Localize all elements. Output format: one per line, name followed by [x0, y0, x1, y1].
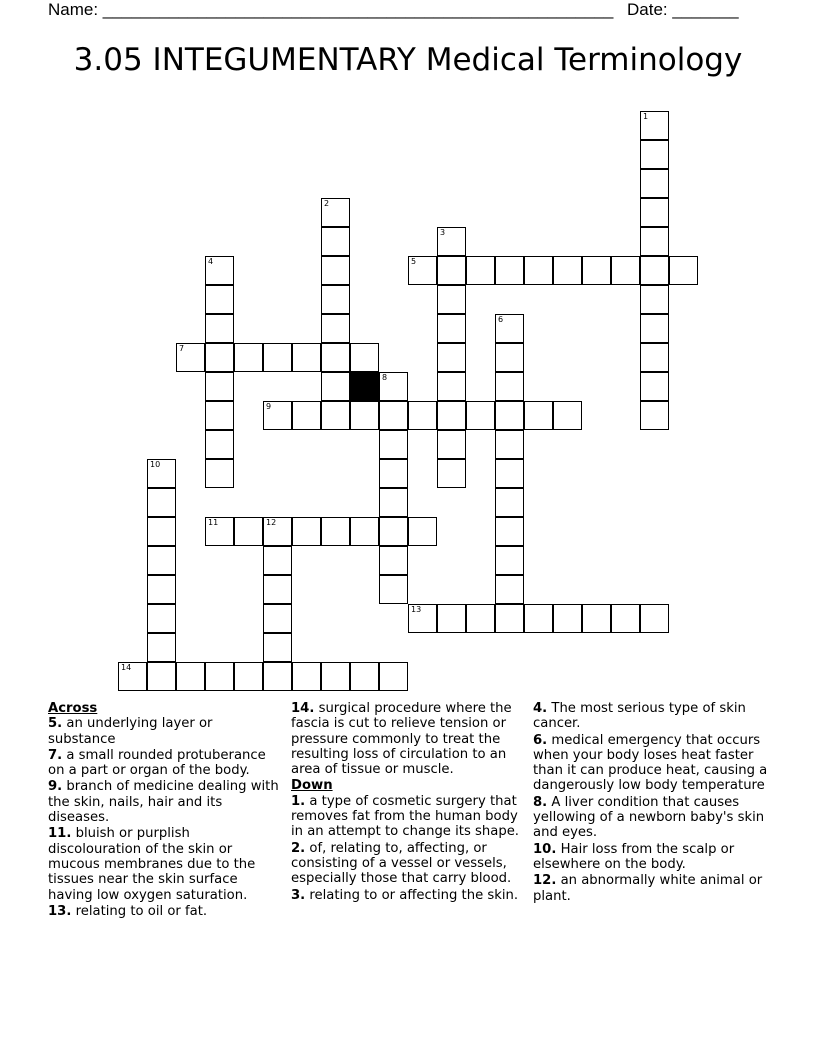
grid-cell[interactable] — [321, 285, 350, 314]
grid-cell[interactable] — [292, 343, 321, 372]
grid-cell[interactable] — [437, 401, 466, 430]
down-clue-10: 10. Hair loss from the scalp or elsewhere on the body. — [533, 841, 735, 872]
grid-cell[interactable] — [379, 372, 408, 401]
grid-cell[interactable] — [147, 662, 176, 691]
grid-cell[interactable] — [350, 517, 379, 546]
date-field-line: Date: _______ — [627, 0, 739, 19]
grid-cell[interactable] — [640, 343, 669, 372]
grid-cell[interactable] — [495, 546, 524, 575]
grid-cell[interactable] — [321, 401, 350, 430]
grid-cell[interactable] — [466, 604, 495, 633]
grid-cell[interactable] — [263, 343, 292, 372]
grid-cell[interactable] — [263, 401, 292, 430]
clue-number: 14 — [121, 663, 132, 672]
grid-cell[interactable] — [147, 517, 176, 546]
grid-cell[interactable] — [437, 372, 466, 401]
grid-cell[interactable] — [118, 662, 147, 691]
clue-number: 9 — [266, 402, 272, 411]
grid-cell[interactable] — [234, 662, 263, 691]
clue-number: 13 — [411, 605, 422, 614]
grid-cell[interactable] — [553, 256, 582, 285]
grid-cell[interactable] — [611, 256, 640, 285]
across-heading: Across — [48, 701, 98, 716]
grid-cell[interactable] — [437, 604, 466, 633]
grid-cell[interactable] — [640, 227, 669, 256]
grid-cell[interactable] — [205, 662, 234, 691]
grid-cell[interactable] — [611, 604, 640, 633]
grid-cell[interactable] — [205, 372, 234, 401]
grid-cell[interactable] — [495, 343, 524, 372]
grid-cell[interactable] — [408, 256, 437, 285]
grid-cell[interactable] — [205, 343, 234, 372]
clue-number: 7 — [179, 344, 185, 353]
grid-cell[interactable] — [408, 604, 437, 633]
down-clue-3: 3. relating to or affecting the skin. — [291, 887, 519, 903]
grid-cell[interactable] — [205, 517, 234, 546]
grid-cell[interactable] — [495, 575, 524, 604]
grid-cell[interactable] — [321, 227, 350, 256]
grid-cell[interactable] — [147, 546, 176, 575]
grid-cell[interactable] — [379, 575, 408, 604]
grid-cell[interactable] — [582, 604, 611, 633]
grid-cell[interactable] — [640, 169, 669, 198]
grid-cell[interactable] — [292, 401, 321, 430]
clue-number: 10 — [150, 460, 161, 469]
down-clue-12: 12. an abnormally white animal or plant. — [533, 873, 763, 904]
grid-cell[interactable] — [350, 662, 379, 691]
clue-number: 5 — [411, 257, 417, 266]
grid-cell[interactable] — [205, 285, 234, 314]
clues-column-1 — [48, 701, 280, 920]
grid-cell[interactable] — [582, 256, 611, 285]
grid-cell[interactable] — [640, 256, 669, 285]
grid-cell[interactable] — [263, 575, 292, 604]
grid-cell[interactable] — [234, 517, 263, 546]
clue-number: 3 — [440, 228, 446, 237]
grid-cell[interactable] — [379, 459, 408, 488]
grid-cell[interactable] — [147, 459, 176, 488]
grid-cell[interactable] — [524, 401, 553, 430]
clue-number: 1 — [643, 112, 649, 121]
grid-cell[interactable] — [495, 372, 524, 401]
grid-cell[interactable] — [495, 314, 524, 343]
grid-cell[interactable] — [437, 256, 466, 285]
clues-column-3 — [533, 701, 773, 905]
grid-cell[interactable] — [263, 604, 292, 633]
across-clue-11: 11. bluish or purplish discolouration of the skin or mucous membranes due to the tissues near the skin surface having low oxygen saturation. — [48, 826, 256, 903]
grid-cell[interactable] — [495, 256, 524, 285]
grid-cell[interactable] — [495, 517, 524, 546]
grid-cell[interactable] — [495, 604, 524, 633]
grid-cell[interactable] — [263, 662, 292, 691]
grid-cell[interactable] — [495, 459, 524, 488]
clue-number: 4 — [208, 257, 214, 266]
grid-cell[interactable] — [263, 517, 292, 546]
grid-cell[interactable] — [437, 285, 466, 314]
grid-cell[interactable] — [495, 401, 524, 430]
grid-cell[interactable] — [176, 662, 205, 691]
across-clue-7: 7. a small rounded protuberance on a part or organ of the body. — [48, 747, 266, 779]
across-clue-13: 13. relating to oil or fat. — [48, 903, 208, 919]
grid-cell[interactable] — [408, 517, 437, 546]
grid-cell[interactable] — [640, 604, 669, 633]
grid-cell[interactable] — [379, 488, 408, 517]
grid-cell[interactable] — [321, 198, 350, 227]
across-clue-14: 14. surgical procedure where the fascia is cut to relieve tension or pressure commonly to treat the resulting loss of circulation to an area of tissue or muscle. — [291, 701, 512, 778]
grid-cell[interactable] — [524, 256, 553, 285]
grid-cell[interactable] — [263, 546, 292, 575]
grid-cell[interactable] — [321, 517, 350, 546]
grid-cell[interactable] — [437, 343, 466, 372]
grid-cell[interactable] — [379, 546, 408, 575]
grid-cell[interactable] — [379, 401, 408, 430]
grid-cell[interactable] — [379, 430, 408, 459]
grid-cell[interactable] — [205, 459, 234, 488]
grid-cell[interactable] — [205, 314, 234, 343]
grid-cell[interactable] — [321, 314, 350, 343]
grid-cell[interactable] — [321, 343, 350, 372]
grid-cell[interactable] — [669, 256, 698, 285]
down-clue-6: 6. medical emergency that occurs when your body loses heat faster than it can produce heat, causing a dangerously low body temperature — [533, 732, 768, 794]
grid-cell[interactable] — [466, 256, 495, 285]
grid-cell[interactable] — [147, 604, 176, 633]
grid-cell[interactable] — [640, 285, 669, 314]
clue-number: 2 — [324, 199, 330, 208]
grid-cell[interactable] — [292, 662, 321, 691]
clues-column-2 — [291, 701, 527, 904]
grid-cell[interactable] — [640, 372, 669, 401]
grid-cell[interactable] — [176, 343, 205, 372]
grid-cell[interactable] — [321, 372, 350, 401]
grid-cell[interactable] — [147, 488, 176, 517]
down-clue-1: 1. a type of cosmetic surgery that removes fat from the human body in an attempt to change its shape. — [291, 793, 519, 840]
grid-cell[interactable] — [524, 604, 553, 633]
grid-cell[interactable] — [263, 633, 292, 662]
clue-number: 6 — [498, 315, 504, 324]
grid-cell[interactable] — [147, 575, 176, 604]
grid-cell[interactable] — [408, 401, 437, 430]
grid-cell[interactable] — [437, 314, 466, 343]
grid-cell[interactable] — [321, 662, 350, 691]
grid-cell[interactable] — [205, 401, 234, 430]
clue-number: 11 — [208, 518, 219, 527]
grid-cell[interactable] — [640, 111, 669, 140]
grid-cell[interactable] — [640, 401, 669, 430]
grid-cell[interactable] — [495, 430, 524, 459]
down-clue-2: 2. of, relating to, affecting, or consisting of a vessel or vessels, especially those that carry blood. — [291, 840, 512, 887]
grid-cell[interactable] — [205, 430, 234, 459]
name-field-line: Name: ______________________________________________________ — [48, 0, 614, 19]
down-clue-4: 4. The most serious type of skin cancer. — [533, 701, 746, 732]
grid-cell[interactable] — [640, 140, 669, 169]
clue-number: 8 — [382, 373, 388, 382]
grid-cell[interactable] — [379, 517, 408, 546]
grid-cell[interactable] — [495, 488, 524, 517]
across-clue-9: 9. branch of medicine dealing with the skin, nails, hair and its diseases. — [48, 779, 279, 826]
grid-cell[interactable] — [147, 633, 176, 662]
grid-cell[interactable] — [640, 314, 669, 343]
down-heading: Down — [291, 778, 333, 794]
grid-cell[interactable] — [234, 343, 263, 372]
across-clue-5: 5. an underlying layer or substance — [48, 716, 213, 747]
grid-cell[interactable] — [640, 198, 669, 227]
down-clue-8: 8. A liver condition that causes yellowing of a newborn baby's skin and eyes. — [533, 794, 765, 841]
page-title: 3.05 INTEGUMENTARY Medical Terminology — [73, 42, 743, 78]
grid-cell[interactable] — [292, 517, 321, 546]
grid-cell[interactable] — [466, 401, 495, 430]
grid-cell[interactable] — [350, 401, 379, 430]
grid-cell[interactable] — [205, 256, 234, 285]
grid-cell[interactable] — [437, 430, 466, 459]
grid-cell[interactable] — [437, 459, 466, 488]
grid-cell[interactable] — [553, 401, 582, 430]
clue-number: 12 — [266, 518, 277, 527]
grid-cell[interactable] — [437, 227, 466, 256]
black-square — [350, 372, 379, 401]
grid-cell[interactable] — [379, 662, 408, 691]
grid-cell[interactable] — [350, 343, 379, 372]
grid-cell[interactable] — [553, 604, 582, 633]
grid-cell[interactable] — [321, 256, 350, 285]
